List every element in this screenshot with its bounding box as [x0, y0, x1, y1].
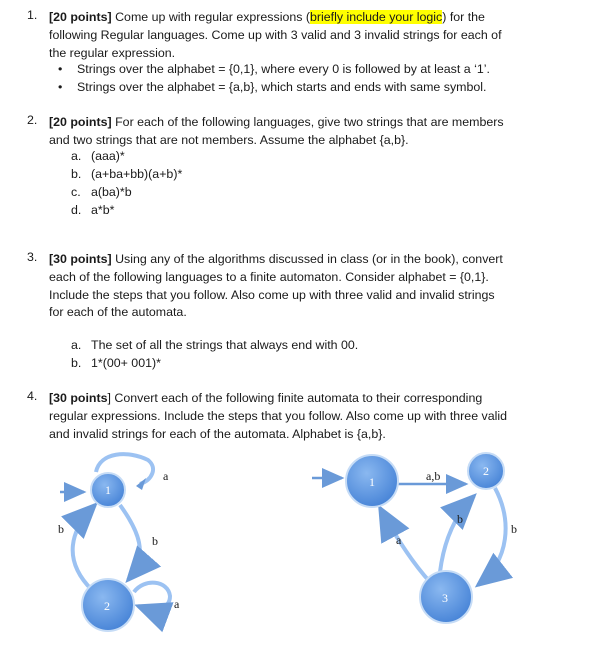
item-label: a. — [71, 338, 82, 352]
item-text: (a+ba+bb)(a+b)* — [91, 167, 183, 181]
edge-3-to-2 — [440, 496, 474, 572]
points-label: [20 points] — [49, 10, 112, 24]
automaton-2 — [312, 453, 517, 623]
edge-2-to-1 — [73, 505, 95, 590]
state-label: 1 — [369, 475, 375, 489]
question-3-line-3: Include the steps that you follow. Also come up with three valid and invalid strings — [49, 288, 495, 302]
question-4-line-2: regular expressions. Include the steps that you follow. Also come up with three valid — [49, 409, 508, 423]
question-number: 4. — [27, 389, 38, 403]
state-label: 3 — [442, 591, 448, 605]
item-text: 1*(00+ 001)* — [91, 356, 161, 370]
question-3-line-2: each of the following languages to a finite automaton. Consider alphabet = {0,1}. — [49, 270, 489, 284]
edge-1-to-2 — [120, 505, 140, 580]
automaton-1 — [58, 454, 180, 631]
item-text: a(ba)*b — [91, 185, 132, 199]
state-label: 1 — [105, 483, 111, 497]
item-text: The set of all the strings that always end with 00. — [91, 338, 359, 352]
edge-label-up: b — [58, 522, 64, 536]
question-number: 2. — [27, 113, 38, 127]
text-segment: For each of the following languages, give two strings that are members — [115, 115, 504, 129]
item-label: b. — [71, 356, 82, 370]
edge-label-e31: a — [396, 533, 402, 547]
item-label: c. — [71, 185, 81, 199]
edge-2-to-3 — [478, 488, 506, 585]
bullet-icon: • — [58, 62, 63, 76]
bullet-icon: • — [58, 80, 63, 94]
item-label: d. — [71, 203, 82, 217]
edge-label-e12: a,b — [426, 469, 441, 483]
text-segment: Using any of the algorithms discussed in class (or in the book), convert — [115, 252, 503, 266]
item-text: a*b* — [91, 203, 115, 217]
text-segment: Come up with regular expressions ( — [115, 10, 311, 24]
question-1-line-3: the regular expression. — [49, 46, 176, 60]
question-1-line-2: following Regular languages. Come up with 3 valid and 3 invalid strings for each of — [49, 28, 502, 42]
edge-label-down: b — [152, 534, 158, 548]
state-label: 2 — [104, 599, 110, 613]
state-label: 2 — [483, 464, 489, 478]
question-3-line-4: for each of the automata. — [49, 305, 187, 319]
question-number: 1. — [27, 8, 38, 22]
edge-3-to-1 — [380, 508, 430, 582]
edge-label-self1: a — [163, 469, 169, 483]
self-loop-2 — [134, 583, 170, 610]
highlighted-text: briefly include your logic — [310, 10, 443, 24]
points-label: [30 points] — [49, 252, 112, 266]
item-label: a. — [71, 149, 82, 163]
item-text: (aaa)* — [91, 149, 125, 163]
points-label: [30 points — [49, 391, 108, 405]
item-label: b. — [71, 167, 82, 181]
question-2-line-2: and two strings that are not members. Assume the alphabet {a,b}. — [49, 133, 409, 147]
bullet-item-2: Strings over the alphabet = {a,b}, which starts and ends with same symbol. — [77, 80, 487, 94]
edge-label-self2: a — [174, 597, 180, 611]
bullet-item-1: Strings over the alphabet = {0,1}, where every 0 is followed by at least a ‘1’. — [77, 62, 490, 76]
edge-label-e23: b — [511, 522, 517, 536]
edge-label-e32: b — [457, 512, 463, 526]
question-number: 3. — [27, 250, 38, 264]
text-segment: ] Convert each of the following finite automata to their corresponding — [107, 391, 483, 405]
points-label: [20 points] — [49, 115, 112, 129]
text-segment: ) for the — [442, 10, 485, 24]
question-4-line-3: and invalid strings for each of the automata. Alphabet is {a,b}. — [49, 427, 386, 441]
